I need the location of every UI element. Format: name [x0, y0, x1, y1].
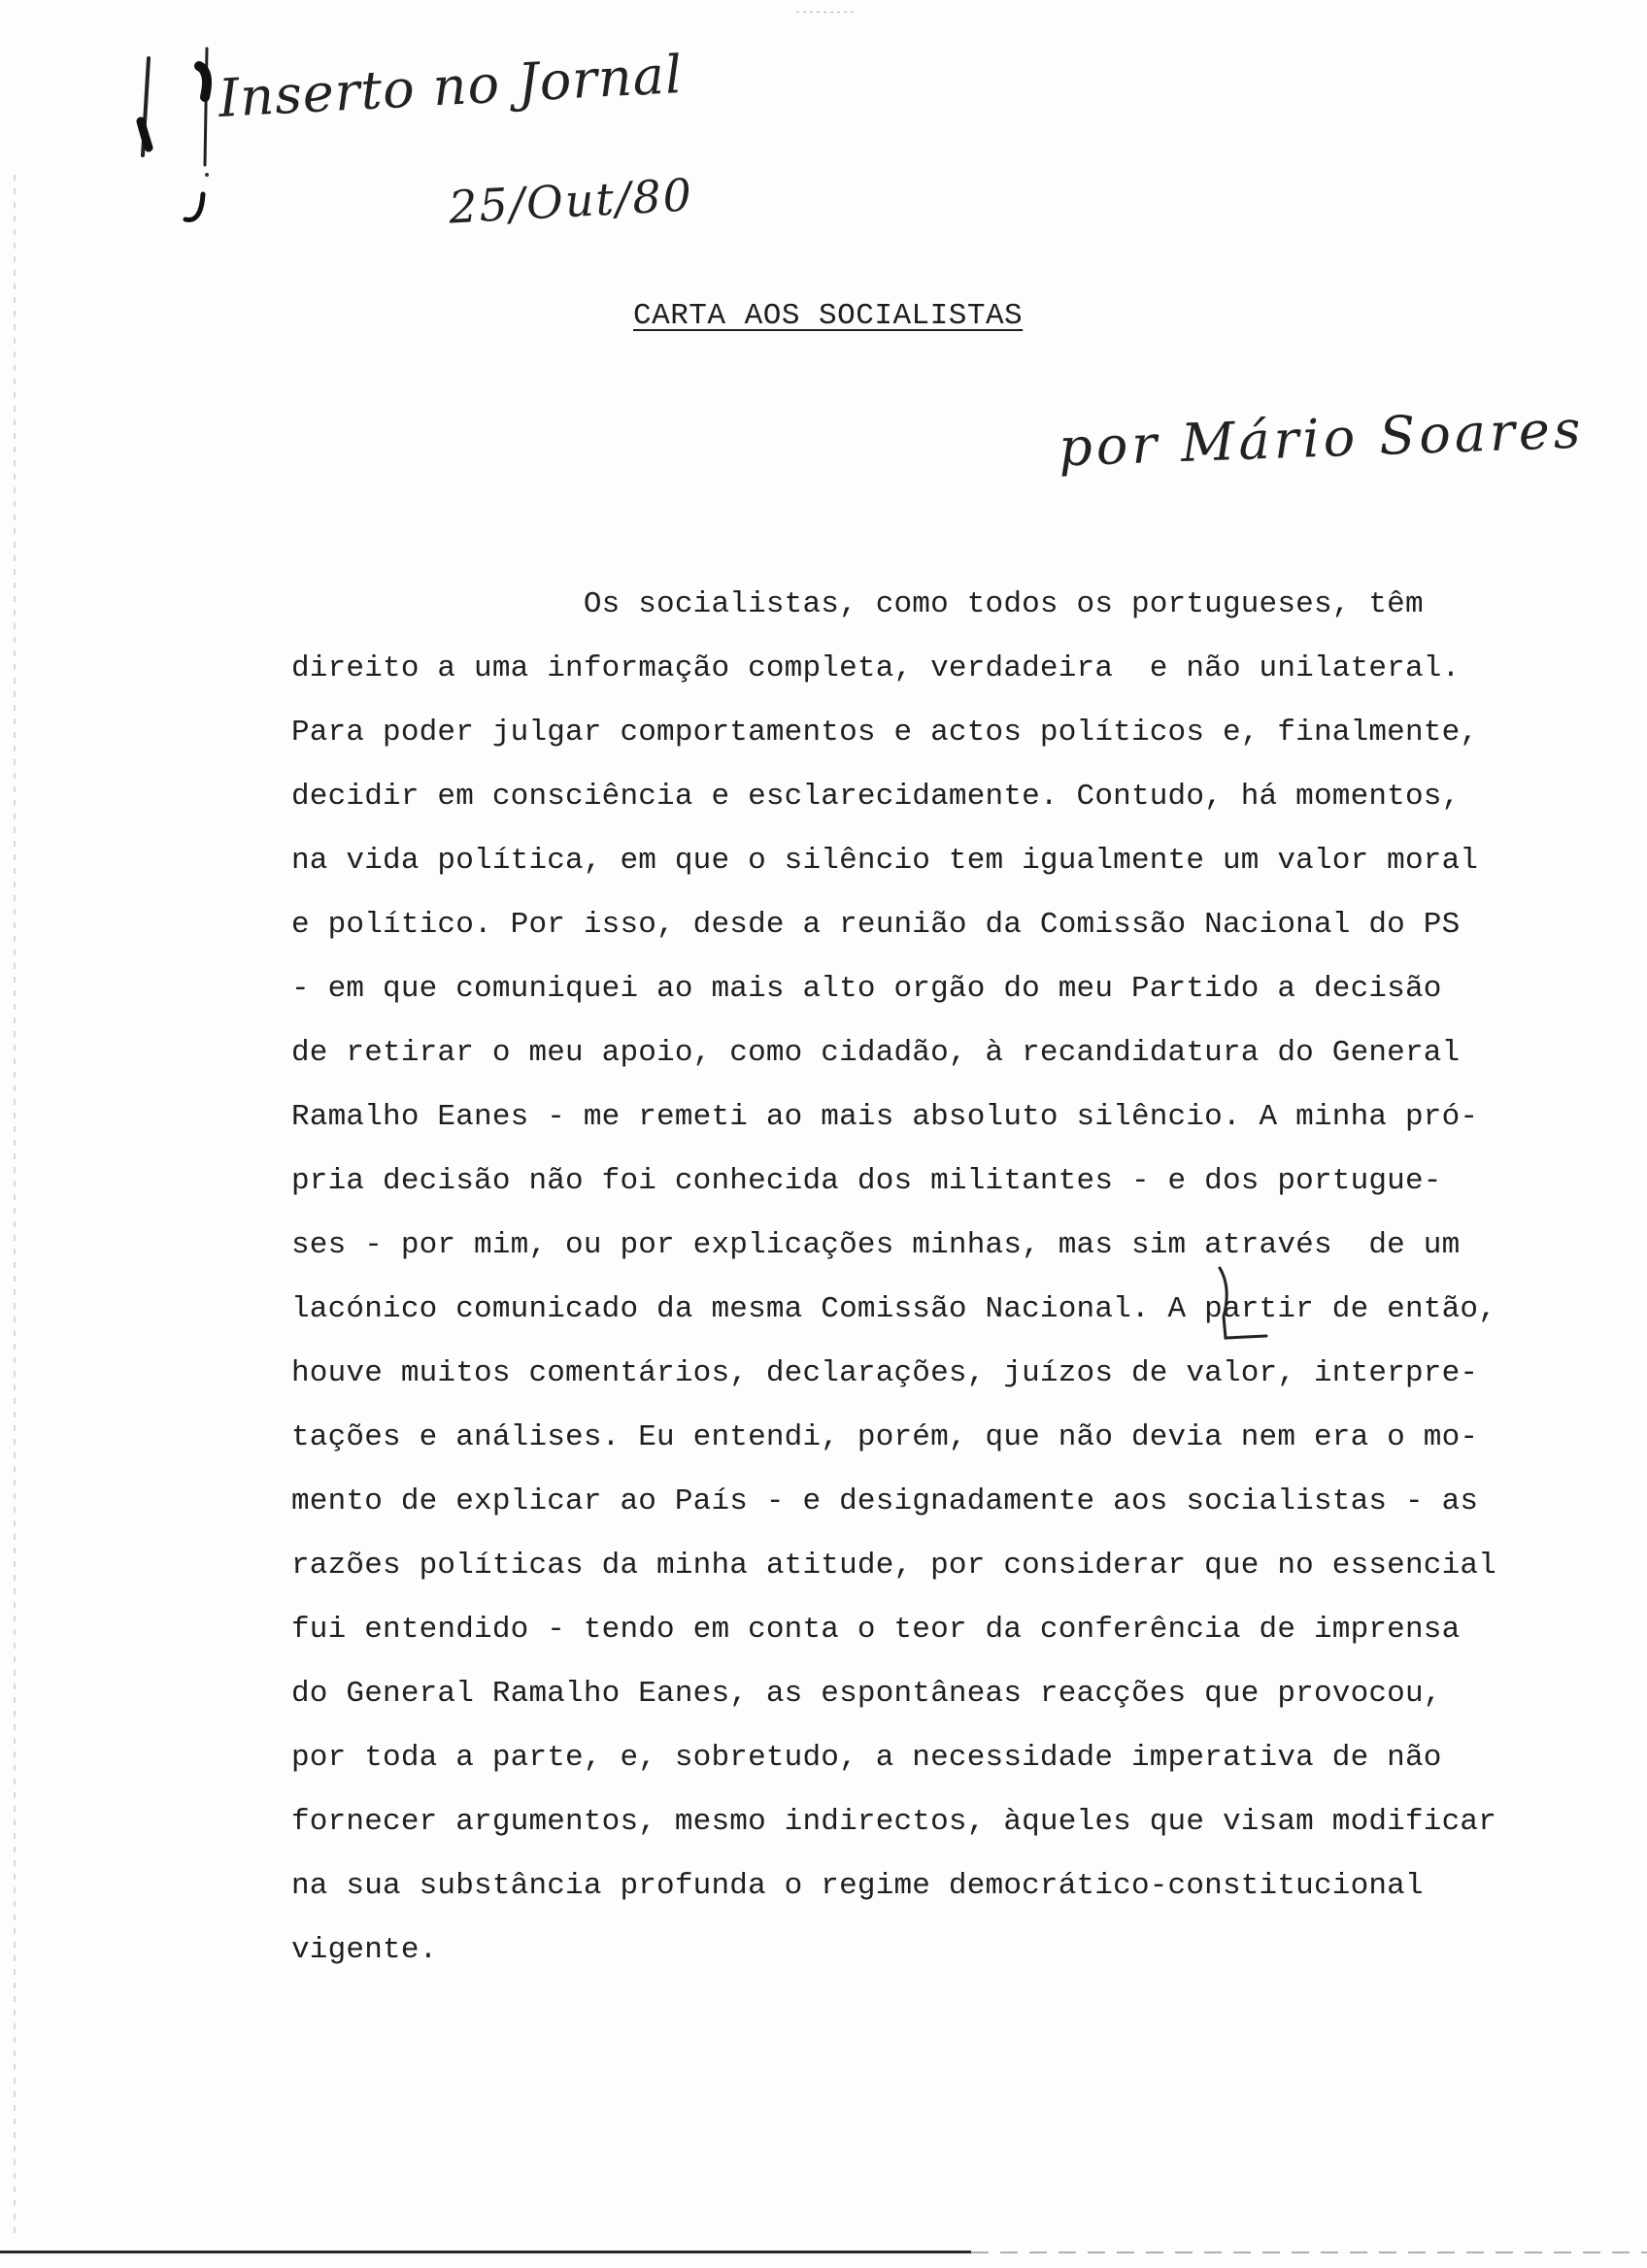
text-line: lacónico comunicado da mesma Comissão Nacional. A partir de então, [291, 1292, 1496, 1326]
text-line: pria decisão não foi conhecida dos militantes - e dos portugue- [291, 1164, 1442, 1198]
text-line: na vida política, em que o silêncio tem igualmente um valor moral [291, 844, 1479, 878]
text-line: Os socialistas, como todos os portugueses, têm [291, 587, 1424, 621]
scan-bottom-edge-dashed [971, 2251, 1647, 2253]
scan-bottom-edge [0, 2251, 971, 2253]
text-line: razões políticas da minha atitude, por considerar que no essencial [291, 1549, 1496, 1583]
scan-edge [14, 175, 16, 2233]
text-line: por toda a parte, e, sobretudo, a necessidade imperativa de não [291, 1741, 1442, 1775]
text-line: ses - por mim, ou por explicações minhas, mas sim através de um [291, 1228, 1461, 1262]
paragraph-bracket-icon [1212, 1258, 1270, 1346]
handwritten-note: Inserto no Jornal [217, 43, 685, 129]
text-line: de retirar o meu apoio, como cidadão, à recandidatura do General [291, 1036, 1461, 1070]
scan-artifact [796, 12, 855, 13]
text-line: tações e análises. Eu entendi, porém, que não devia nem era o mo- [291, 1420, 1479, 1454]
text-line: na sua substância profunda o regime democrático-constitucional [291, 1869, 1424, 1903]
letter-body [291, 573, 1593, 1983]
text-line: e político. Por isso, desde a reunião da Comissão Nacional do PS [291, 908, 1461, 942]
handwritten-author: por Mário Soares [1058, 398, 1586, 479]
text-line: Ramalho Eanes - me remeti ao mais absoluto silêncio. A minha pró- [291, 1100, 1479, 1134]
text-line: mento de explicar ao País - e designadamente aos socialistas - as [291, 1484, 1479, 1518]
text-line: - em que comuniquei ao mais alto orgão do meu Partido a decisão [291, 972, 1442, 1006]
text-line: fui entendido - tendo em conta o teor da conferência de imprensa [291, 1613, 1461, 1647]
handwritten-date: 25/Out/80 [447, 168, 695, 234]
text-line: Para poder julgar comportamentos e actos políticos e, finalmente, [291, 716, 1479, 750]
text-line: vigente. [291, 1933, 438, 1967]
text-line: direito a uma informação completa, verdadeira e não unilateral. [291, 651, 1461, 685]
text-line: decidir em consciência e esclarecidamente. Contudo, há momentos, [291, 780, 1461, 814]
text-line: do General Ramalho Eanes, as espontâneas reacções que provocou, [291, 1677, 1442, 1711]
document-title: CARTA AOS SOCIALISTAS [633, 299, 1024, 333]
text-line: fornecer argumentos, mesmo indirectos, àqueles que visam modificar [291, 1805, 1496, 1839]
text-line: houve muitos comentários, declarações, juízos de valor, interpre- [291, 1356, 1479, 1390]
